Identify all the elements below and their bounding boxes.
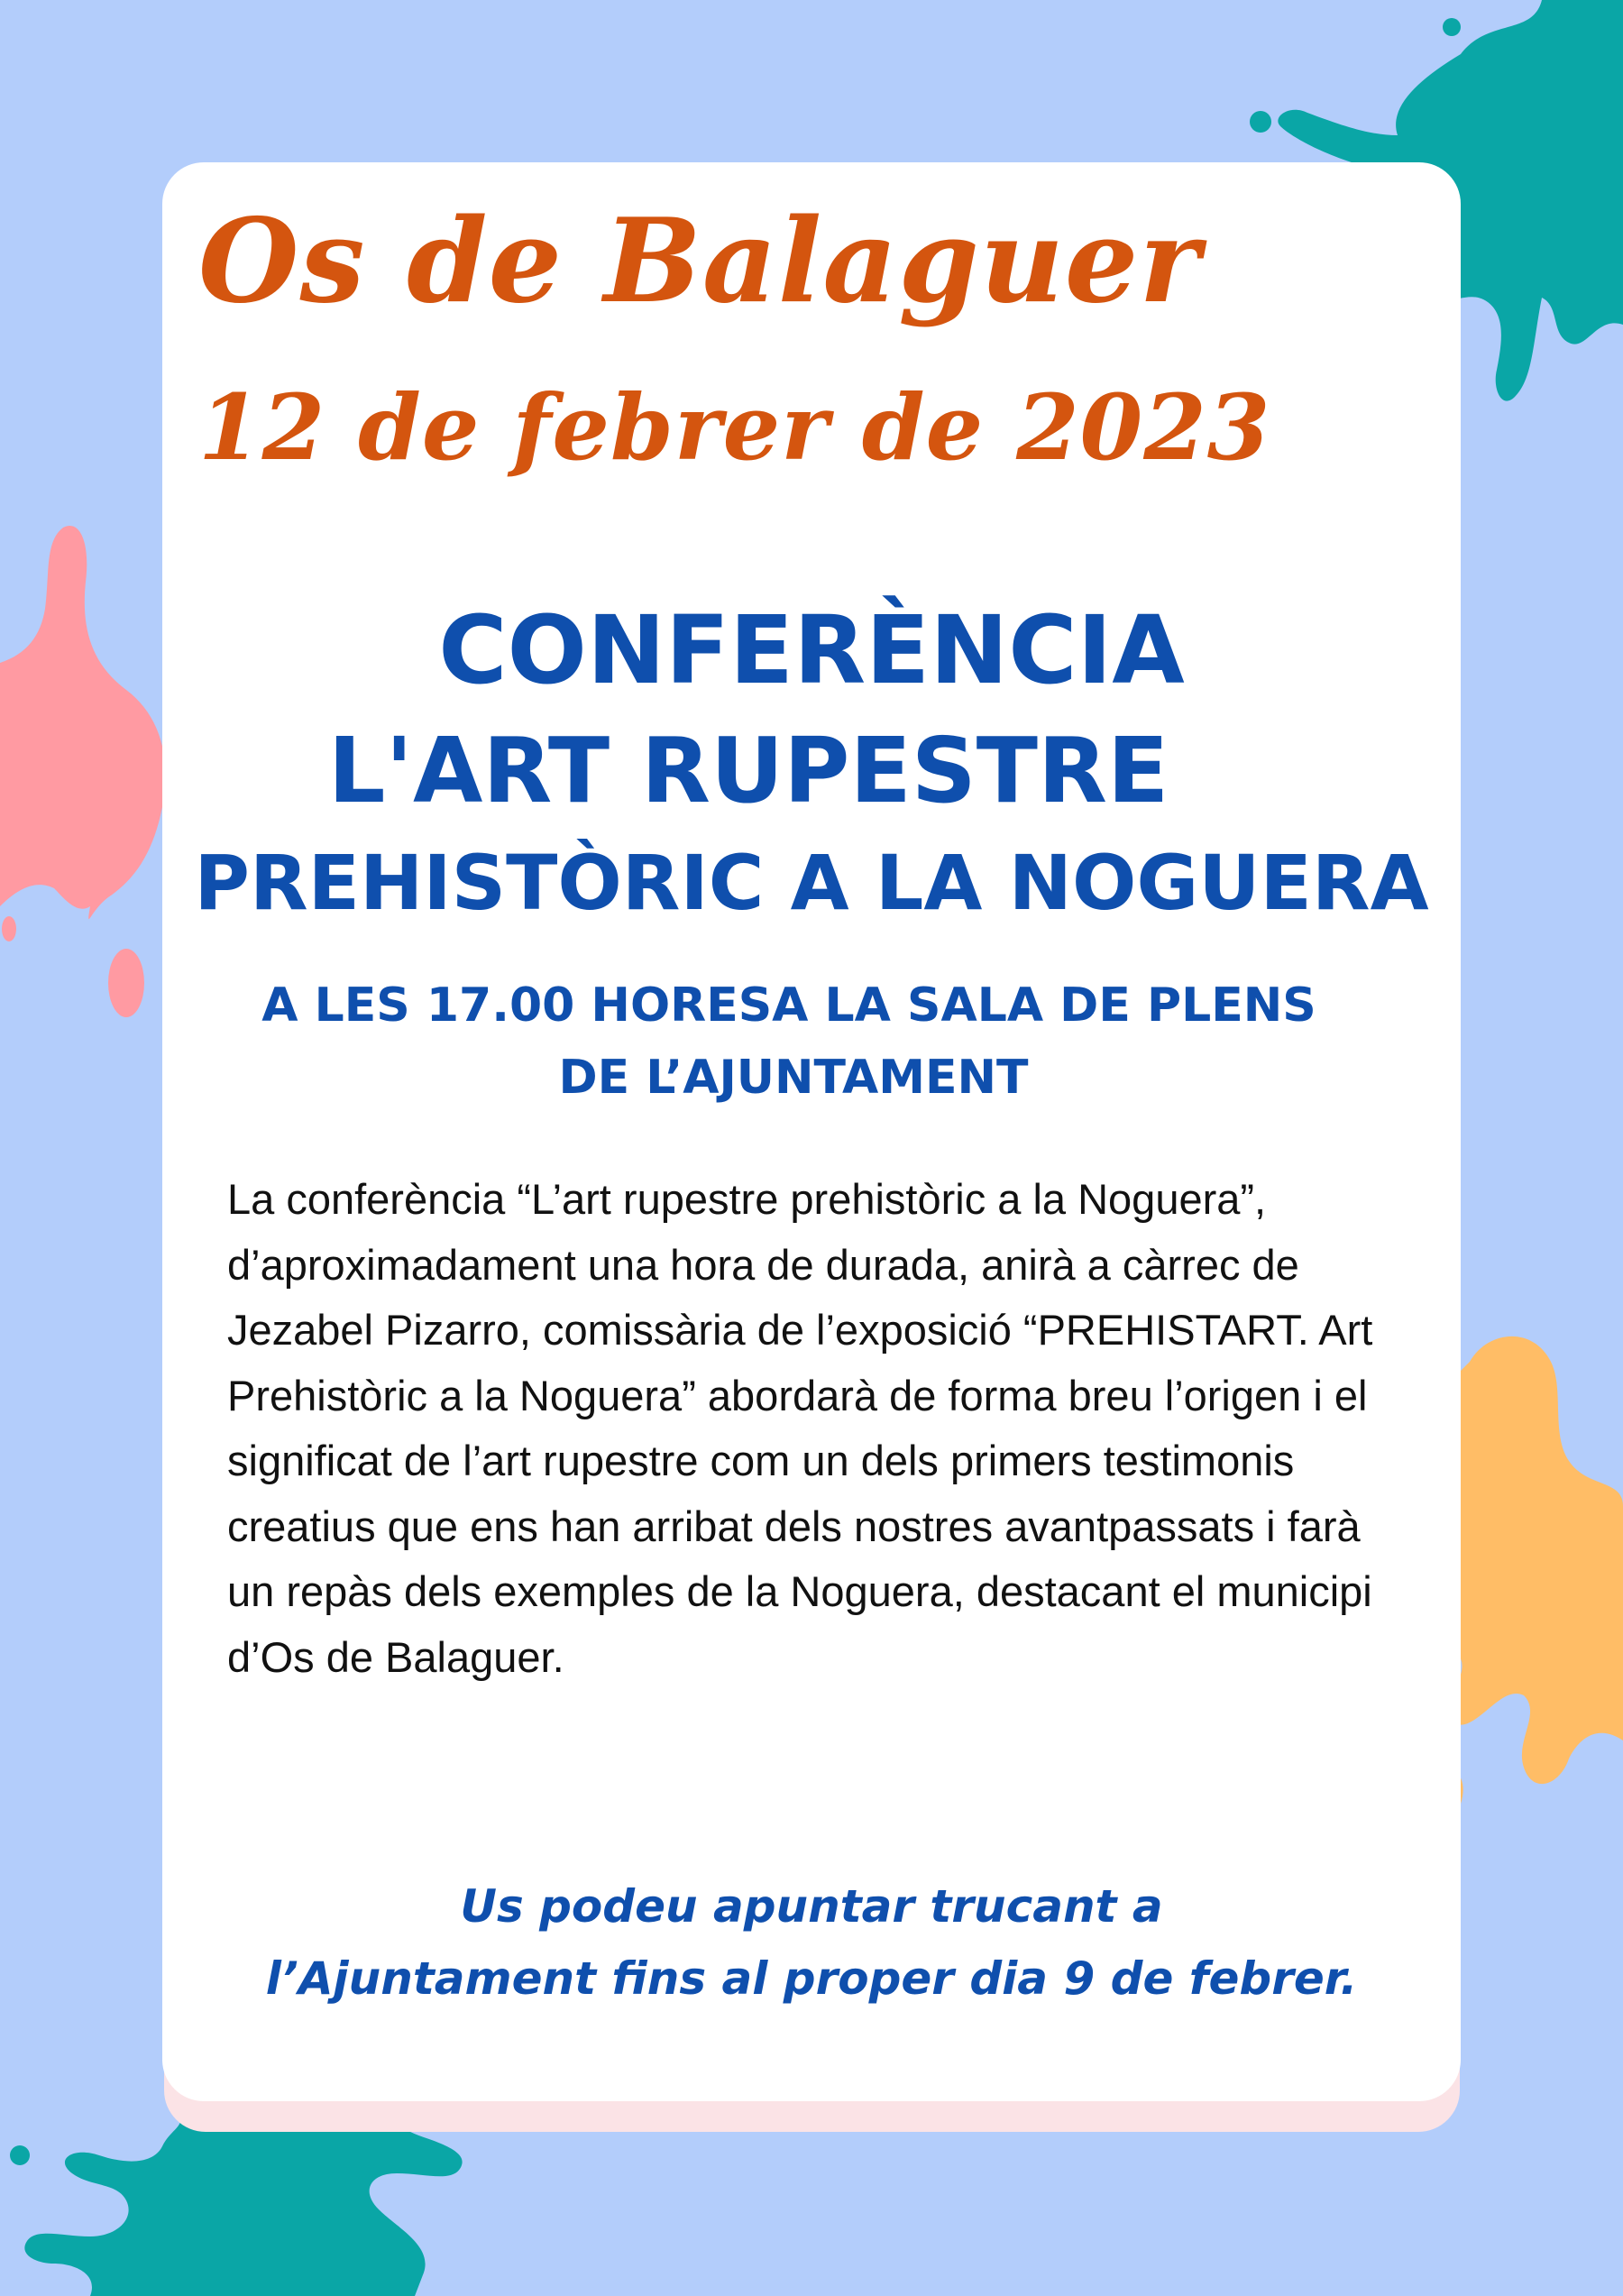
time-location-line-1: A LES 17.00 HORESA LA SALA DE PLENS — [261, 978, 1316, 1033]
event-place: Os de Balaguer — [198, 194, 1201, 329]
title-line-1: CONFERÈNCIA — [438, 595, 1185, 705]
registration-line-2: l’Ajuntament fins al proper dia 9 de febrer. — [265, 1952, 1358, 2005]
event-date: 12 de febrer de 2023 — [198, 374, 1271, 481]
registration-line-1: Us podeu apuntar trucant a — [460, 1880, 1163, 1933]
title-line-2: L'ART RUPESTRE — [327, 718, 1169, 823]
description-paragraph: La conferència “L’art rupestre prehistòric a la Noguera”, d’aproximadament una hora de durada, anirà a càrrec de Jezabel Pizarro, comissària de l’exposició “PREHISTART. Art Prehistòric a la Noguera” abordarà de forma breu l’origen i el significat de l’art rupestre com un dels primers testimonis creatius que ens han arribat dels nostres avantpassats i farà un repàs dels exemples de la Noguera, destacant el municipi d’Os de Balaguer. — [227, 1175, 1373, 1681]
title-line-3: PREHISTÒRIC A LA NOGUERA — [194, 839, 1429, 927]
time-location-line-2: DE L’AJUNTAMENT — [558, 1051, 1029, 1105]
